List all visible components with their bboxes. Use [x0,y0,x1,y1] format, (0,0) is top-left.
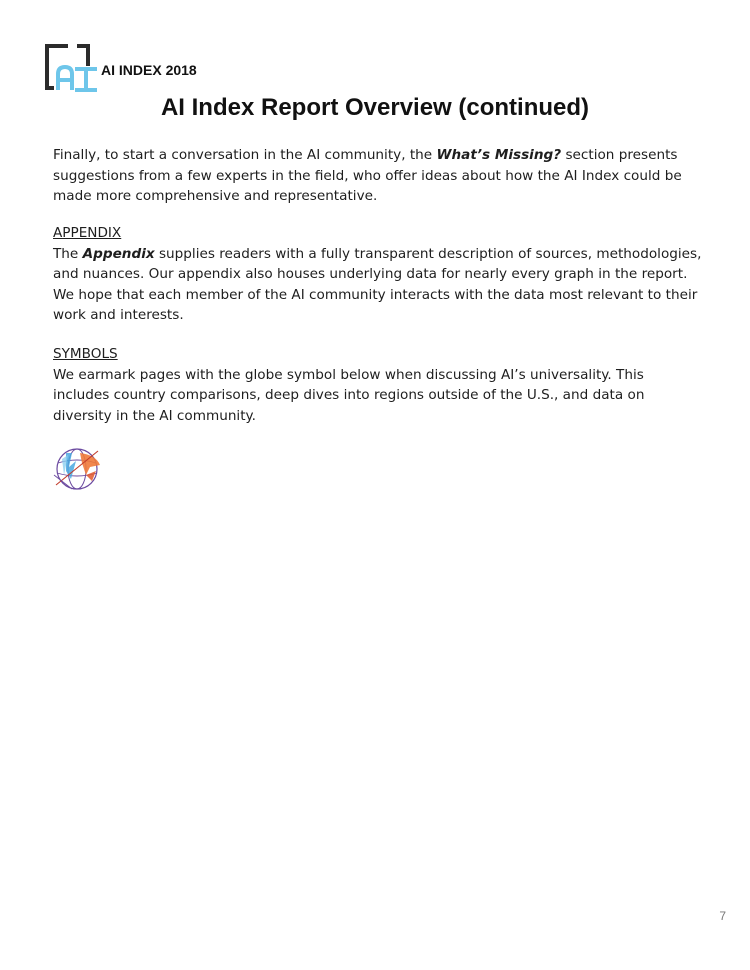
symbols-section [53,344,703,426]
paragraph-text: Finally, to start a conversation in the AI community, the [53,147,437,163]
globe-icon [52,445,104,493]
appendix-text: The [53,245,83,262]
logo-text: AI INDEX 2018 [101,62,197,78]
paragraph-text: section presents suggestions from a few experts in the field, who offer ideas about how the AI Index could be made more comprehensive and representative. [53,147,682,204]
ai-index-logo [44,44,204,92]
page-title: AI Index Report Overview (continued) [160,94,590,121]
page-number: 7 [719,909,726,923]
svg-text:AI: AI [44,44,45,45]
appendix-heading: APPENDIX [53,225,122,241]
appendix-text: supplies readers with a fully transparent description of sources, methodologies, and nuances. Our appendix also houses underlying data for nearly every graph in the report. We hope that each member of the AI community interacts with the data most relevant to their work and interests. [53,245,702,323]
symbols-heading: SYMBOLS [53,346,118,362]
whats-missing-emphasis: What’s Missing? [436,147,562,163]
whats-missing-paragraph [53,145,703,207]
symbols-text: We earmark pages with the globe symbol below when discussing AI’s universality. This includes country comparisons, deep dives into regions outside of the U.S., and data on diversity in the AI community. [53,366,645,424]
appendix-emphasis: Appendix [82,245,155,262]
appendix-section [53,223,703,326]
ai-logo-mark-icon [44,44,99,92]
